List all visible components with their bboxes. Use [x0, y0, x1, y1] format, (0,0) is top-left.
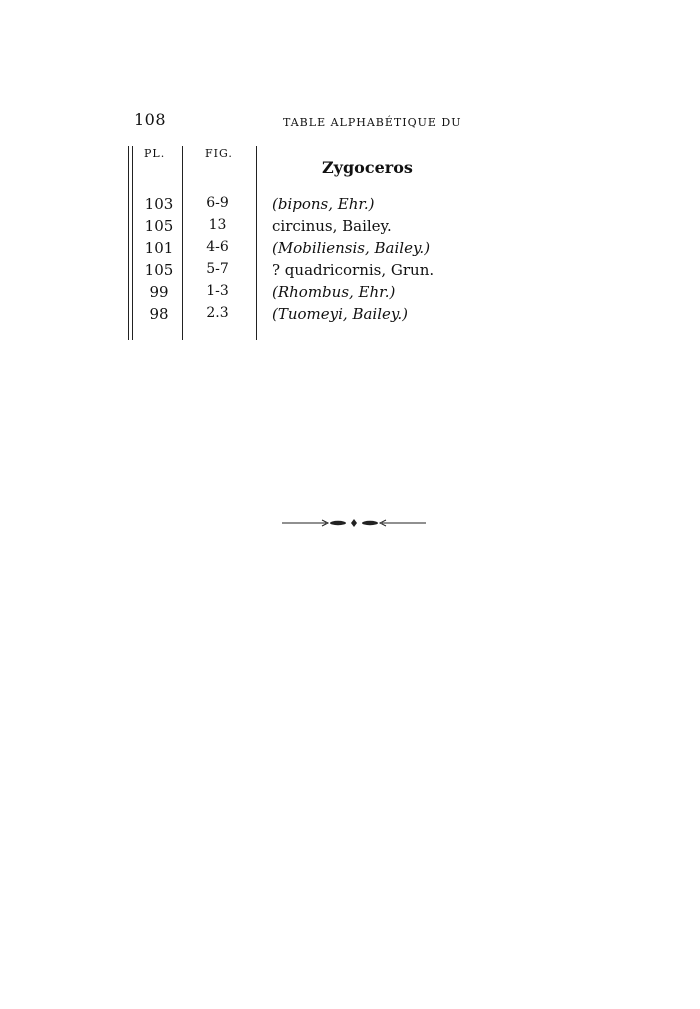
species-name: circinus, Bailey. [272, 217, 392, 235]
table-body [0, 195, 700, 327]
figure-number: 6-9 [206, 195, 229, 211]
plate-number: 99 [149, 283, 169, 301]
plate-number: 101 [144, 239, 174, 257]
column-header-fig: FIG. [205, 147, 233, 160]
species-name: ? quadricornis, Grun. [272, 261, 435, 279]
species-name: (Rhombus, Ehr.) [272, 283, 396, 301]
figure-number: 2.3 [206, 305, 229, 321]
page-number: 108 [134, 110, 167, 129]
species-name: (Tuomeyi, Bailey.) [272, 305, 408, 323]
figure-number: 4-6 [206, 239, 229, 255]
plate-number: 105 [144, 261, 174, 279]
genus-heading: Zygoceros [322, 158, 413, 177]
plate-number: 105 [144, 217, 174, 235]
figure-number: 5-7 [206, 261, 229, 277]
table-row [0, 283, 700, 305]
table-row [0, 239, 700, 261]
table-row [0, 195, 700, 217]
plate-number: 103 [144, 195, 174, 213]
species-name: (Mobiliensis, Bailey.) [272, 239, 431, 257]
figure-number: 1-3 [206, 283, 229, 299]
figure-number: 13 [208, 217, 227, 233]
running-head: TABLE ALPHABÉTIQUE DU [283, 116, 462, 129]
ornament-divider-icon [282, 516, 426, 530]
species-name: (bipons, Ehr.) [272, 195, 375, 213]
plate-number: 98 [149, 305, 169, 323]
table-row [0, 217, 700, 239]
table-row [0, 261, 700, 283]
table-row [0, 305, 700, 327]
column-header-pl: PL. [144, 147, 166, 160]
